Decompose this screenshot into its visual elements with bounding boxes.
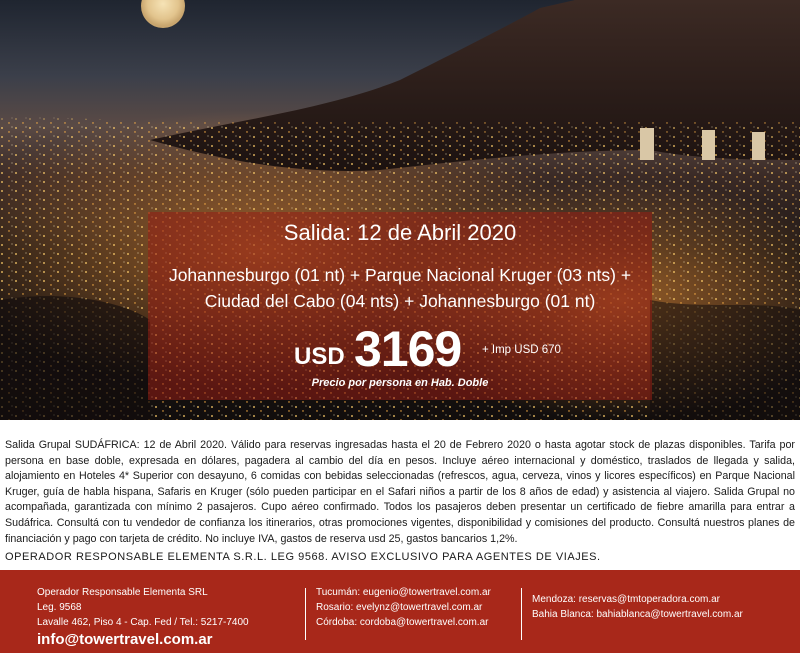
footer-offices-mid xyxy=(316,585,491,630)
office-bahia-blanca xyxy=(532,607,743,622)
company-address: Lavalle 462, Piso 4 - Cap. Fed / Tel.: 5217-7400 xyxy=(37,617,249,628)
office-city: Bahia Blanca: xyxy=(532,609,594,620)
price-note: Precio por persona en Hab. Doble xyxy=(311,377,489,389)
office-email-link[interactable]: bahiablanca@towertravel.com.ar xyxy=(596,609,743,620)
office-city: Rosario: xyxy=(316,602,354,613)
office-city: Mendoza: xyxy=(532,594,576,605)
office-city: Córdoba: xyxy=(316,617,358,628)
footer-offices-right xyxy=(532,592,743,622)
footer-divider-1 xyxy=(305,588,306,640)
office-mendoza xyxy=(532,592,743,607)
office-cordoba xyxy=(316,615,491,630)
promo-box xyxy=(148,212,652,400)
office-email-link[interactable]: eugenio@towertravel.com.ar xyxy=(362,587,491,598)
price-block xyxy=(148,320,652,377)
price-currency: USD xyxy=(294,343,345,370)
itinerary-route xyxy=(148,262,652,314)
office-email-link[interactable]: cordoba@towertravel.com.ar xyxy=(359,617,489,628)
price-tax: + Imp USD 670 xyxy=(482,344,561,356)
footer-divider-2 xyxy=(521,588,522,640)
terms-and-conditions: Salida Grupal SUDÁFRICA: 12 de Abril 2020. Válido para reservas ingresadas hasta el 20 de Febrero 2020 o hasta agotar stock de plazas disponibles. Tarifa por persona en base doble, expresada en dólares, pagadera al cambio del día en pesos. Incluye aéreo internacional y doméstico, traslados de llegada y salida, alojamiento en Hoteles 4* Superior con desayuno, 6 comidas con bebidas seleccionadas (refrescos, agua, cerveza, vinos y licores específicos) en Parque Nacional Kruger, guía de habla hispana, Safaris en Kruger (sólo pueden participar en el Safari niños a partir de los 8 años de edad) y asistencia al viajero. Salida Grupal no acompañada, garantizada con mínimo 2 pasajeros. Cupo aéreo confirmado. Todos los pasajeros deben presentar un certificado de fiebre amarilla para entrar a Sudáfrica. Consultá con tu vendedor de confianza los itinerarios, otras promociones vigentes, disponibilidad y comisiones del producto. Consultá nuestros planes de financiación y pago con tarjeta de crédito. No incluye IVA, gastos de reserva usd 25, gastos bancarios 1,2%. xyxy=(5,439,795,545)
footer xyxy=(0,570,800,653)
departure-date: Salida: 12 de Abril 2020 xyxy=(283,220,517,245)
footer-company-info xyxy=(37,585,249,649)
office-email-link[interactable]: reservas@tmtoperadora.com.ar xyxy=(578,594,721,605)
office-rosario xyxy=(316,600,491,615)
route-line-1: Johannesburgo (01 nt) + Parque Nacional Kruger (03 nts) + xyxy=(168,265,632,285)
office-city: Tucumán: xyxy=(316,587,361,598)
route-line-2: Ciudad del Cabo (04 nts) + Johannesburgo (01 nt) xyxy=(204,291,596,311)
main-email-link[interactable]: info@towertravel.com.ar xyxy=(37,631,213,648)
company-legajo: Leg. 9568 xyxy=(37,602,82,613)
office-tucuman xyxy=(316,585,491,600)
moon-icon xyxy=(141,0,185,28)
operator-disclaimer: OPERADOR RESPONSABLE ELEMENTA S.R.L. LEG 9568. AVISO EXCLUSIVO PARA AGENTES DE VIAJES. xyxy=(5,551,601,563)
company-name: Operador Responsable Elementa SRL xyxy=(37,587,208,598)
price-amount: 3169 xyxy=(354,321,462,377)
office-email-link[interactable]: evelynz@towertravel.com.ar xyxy=(356,602,483,613)
